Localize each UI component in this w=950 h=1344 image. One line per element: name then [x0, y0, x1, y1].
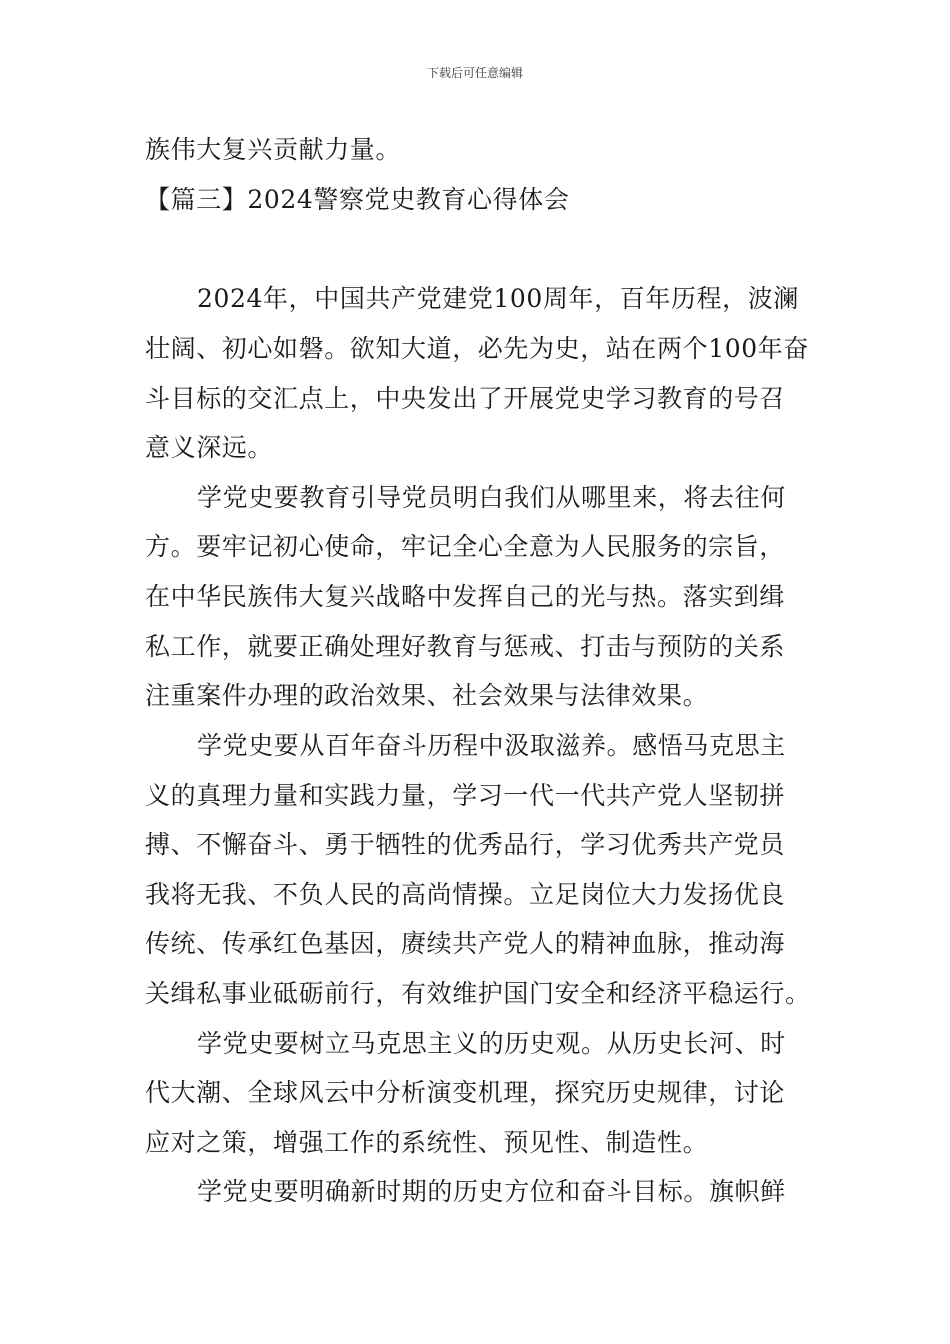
text-line: 2024年，中国共产党建党100周年，百年历程，波澜 [197, 284, 799, 313]
text-line: 学党史要教育引导党员明白我们从哪里来，将去往何 [197, 483, 786, 512]
text-line: 学党史要明确新时期的历史方位和奋斗目标。旗帜鲜 [197, 1177, 786, 1206]
text-line: 私工作，就要正确处理好教育与惩戒、打击与预防的关系 [145, 632, 786, 661]
text-line: 我将无我、不负人民的高尚情操。立足岗位大力发扬优良 [145, 880, 786, 909]
text-line: 关缉私事业砥砺前行，有效维护国门安全和经济平稳运行。 [145, 979, 811, 1008]
text-line: 学党史要从百年奋斗历程中汲取滋养。感悟马克思主 [197, 731, 786, 760]
text-line: 斗目标的交汇点上，中央发出了开展党史学习教育的号召 [145, 384, 786, 413]
text-line: 代大潮、全球风云中分析演变机理，探究历史规律，讨论 [145, 1078, 786, 1107]
text-line: 壮阔、初心如磐。欲知大道，必先为史，站在两个100年奋 [145, 334, 809, 363]
text-line: 注重案件办理的政治效果、社会效果与法律效果。 [145, 681, 709, 710]
section-heading: 【篇三】2024警察党史教育心得体会 [145, 185, 570, 214]
text-line: 应对之策，增强工作的系统性、预见性、制造性。 [145, 1128, 709, 1157]
text-line: 意义深远。 [145, 433, 274, 462]
text-line: 传统、传承红色基因，赓续共产党人的精神血脉，推动海 [145, 929, 786, 958]
page-header: 下载后可任意编辑 [426, 66, 523, 80]
text-line: 搏、不懈奋斗、勇于牺牲的优秀品行，学习优秀共产党员 [145, 830, 786, 859]
text-line: 学党史要树立马克思主义的历史观。从历史长河、时 [197, 1029, 786, 1058]
text-line: 族伟大复兴贡献力量。 [145, 135, 402, 164]
text-line: 义的真理力量和实践力量，学习一代一代共产党人坚韧拼 [145, 781, 786, 810]
text-line: 方。要牢记初心使命，牢记全心全意为人民服务的宗旨， [145, 532, 786, 561]
text-line: 在中华民族伟大复兴战略中发挥自己的光与热。落实到缉 [145, 582, 786, 611]
